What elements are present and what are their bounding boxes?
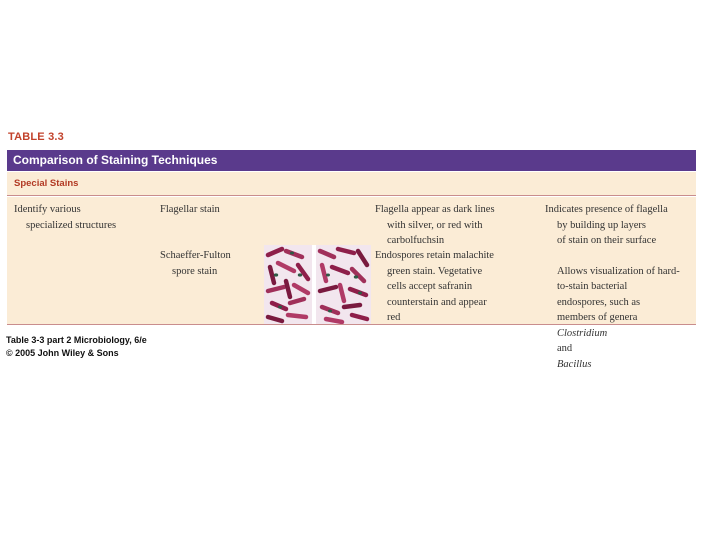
credit-line-1: Table 3-3 part 2 Microbiology, 6/e	[6, 335, 147, 345]
row2-use-text: Allows visualization of hard- to-stain bacterial endospores, such as members of genera	[557, 265, 680, 323]
conjunction-and: and	[557, 343, 573, 354]
micrograph-image	[264, 245, 371, 324]
row2-use-cell	[545, 248, 707, 372]
table-title-bar: Comparison of Staining Techniques	[7, 150, 696, 171]
table-number-label: TABLE 3.3	[8, 131, 64, 143]
row2-result-cell: Endospores retain malachite green stain. Vegetative cells accept safranin counterstain and appear red	[375, 250, 494, 323]
row1-result-cell: Flagella appear as dark lines with silver, or red with carbolfuchsin	[375, 204, 495, 246]
genus-bacillus: Bacillus	[557, 358, 592, 370]
credit-line-2: © 2005 John Wiley & Sons	[6, 348, 119, 358]
row1-stain-cell: Flagellar stain	[160, 204, 220, 215]
stained-bacteria-svg	[264, 245, 371, 324]
genus-clostridium: Clostridium	[557, 327, 608, 339]
section-header-special-stains: Special Stains	[7, 172, 696, 196]
row1-purpose-cell: Identify various specialized structures	[14, 204, 117, 231]
row1-use-cell: Indicates presence of flagella by building up layers of stain on their surface	[545, 204, 668, 246]
row2-stain-cell: Schaeffer-Fulton spore stain	[160, 250, 231, 277]
